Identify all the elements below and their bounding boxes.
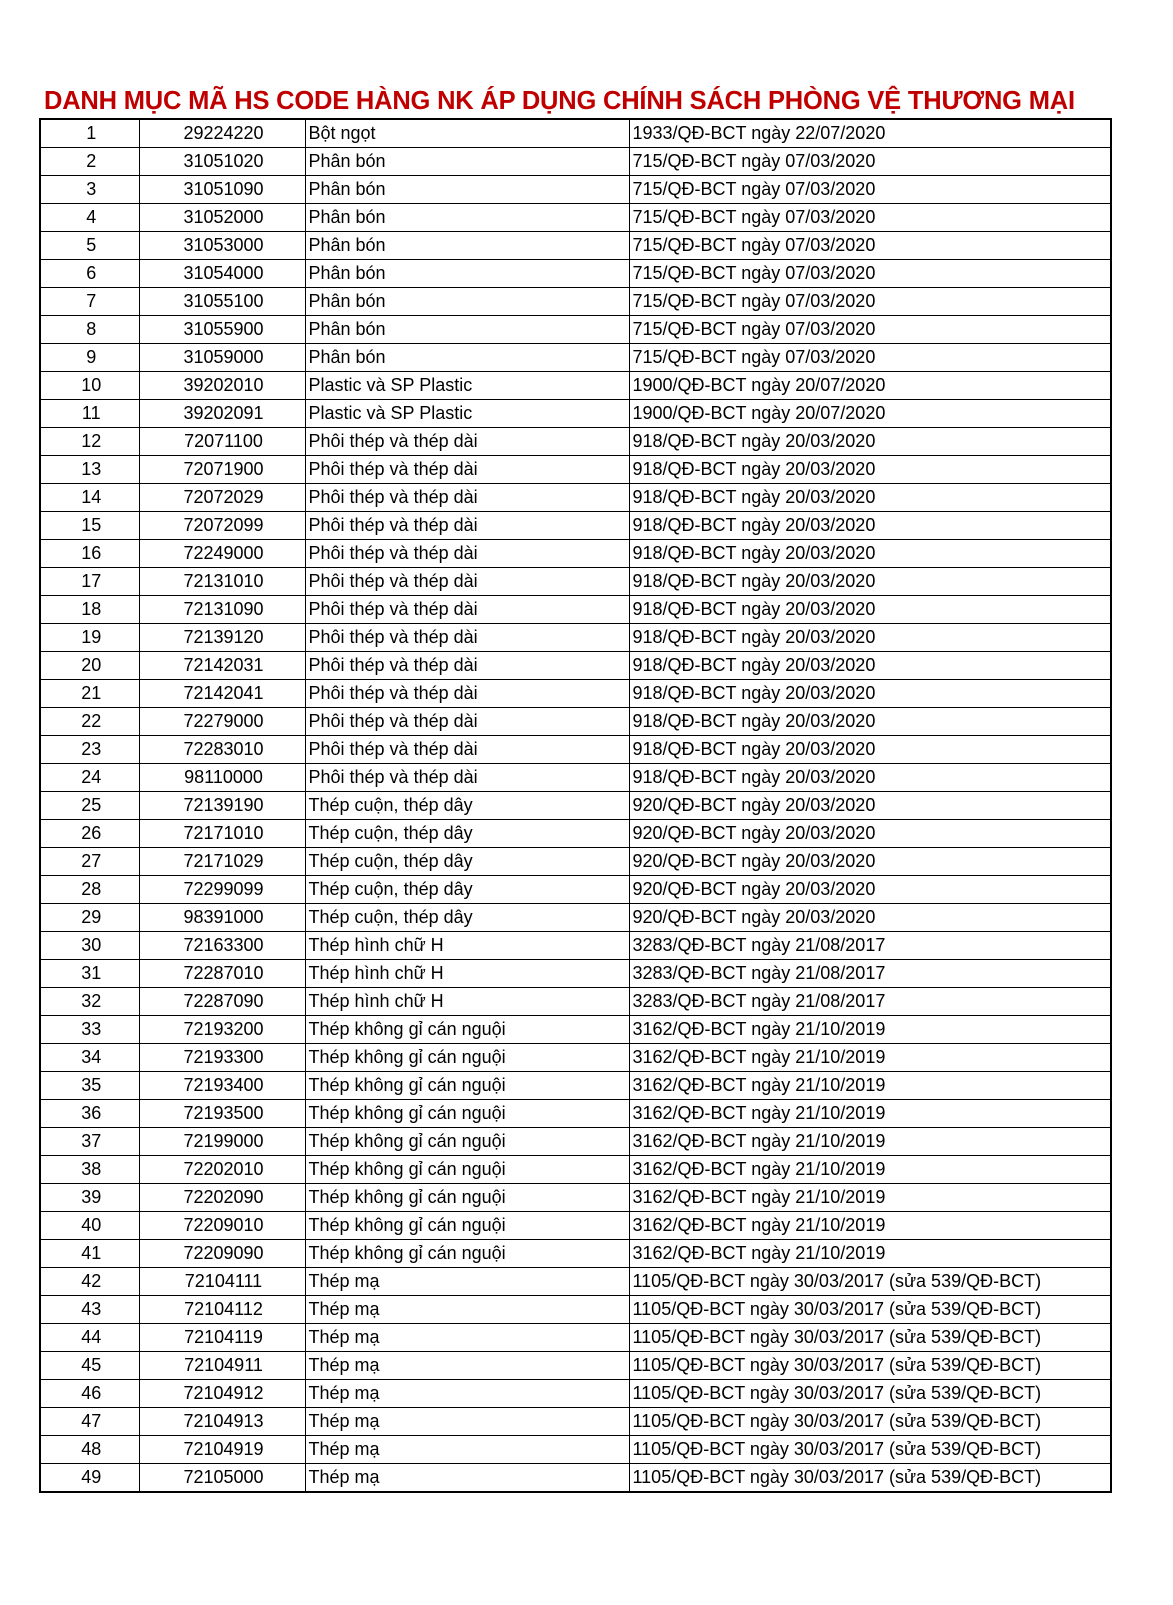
item-name-cell: Phân bón xyxy=(305,316,629,344)
decision-cell: 918/QĐ-BCT ngày 20/03/2020 xyxy=(629,428,1111,456)
item-name-cell: Thép không gỉ cán nguội xyxy=(305,1072,629,1100)
row-number-cell: 8 xyxy=(40,316,139,344)
table-row xyxy=(40,596,1111,624)
hs-code-cell: 31059000 xyxy=(139,344,305,372)
decision-cell: 1105/QĐ-BCT ngày 30/03/2017 (sửa 539/QĐ-BCT) xyxy=(629,1296,1111,1324)
item-name-cell: Thép mạ xyxy=(305,1464,629,1493)
item-name-cell: Thép cuộn, thép dây xyxy=(305,792,629,820)
decision-cell: 1900/QĐ-BCT ngày 20/07/2020 xyxy=(629,400,1111,428)
table-row xyxy=(40,932,1111,960)
hs-code-cell: 72104919 xyxy=(139,1436,305,1464)
decision-cell: 3162/QĐ-BCT ngày 21/10/2019 xyxy=(629,1072,1111,1100)
hs-code-cell: 72142041 xyxy=(139,680,305,708)
row-number-cell: 40 xyxy=(40,1212,139,1240)
decision-cell: 920/QĐ-BCT ngày 20/03/2020 xyxy=(629,904,1111,932)
table-row xyxy=(40,232,1111,260)
row-number-cell: 9 xyxy=(40,344,139,372)
hs-code-cell: 72104912 xyxy=(139,1380,305,1408)
hs-code-cell: 72071900 xyxy=(139,456,305,484)
hs-code-cell: 72104119 xyxy=(139,1324,305,1352)
hs-code-cell: 72202010 xyxy=(139,1156,305,1184)
row-number-cell: 15 xyxy=(40,512,139,540)
table-row xyxy=(40,1296,1111,1324)
hs-code-cell: 29224220 xyxy=(139,119,305,148)
hs-code-cell: 72299099 xyxy=(139,876,305,904)
item-name-cell: Thép mạ xyxy=(305,1436,629,1464)
row-number-cell: 17 xyxy=(40,568,139,596)
table-row xyxy=(40,148,1111,176)
hs-code-cell: 72104913 xyxy=(139,1408,305,1436)
row-number-cell: 18 xyxy=(40,596,139,624)
hs-code-cell: 72072029 xyxy=(139,484,305,512)
item-name-cell: Phôi thép và thép dài xyxy=(305,624,629,652)
table-row xyxy=(40,820,1111,848)
row-number-cell: 25 xyxy=(40,792,139,820)
decision-cell: 1933/QĐ-BCT ngày 22/07/2020 xyxy=(629,119,1111,148)
item-name-cell: Thép hình chữ H xyxy=(305,960,629,988)
hs-code-cell: 31051020 xyxy=(139,148,305,176)
item-name-cell: Thép không gỉ cán nguội xyxy=(305,1240,629,1268)
row-number-cell: 30 xyxy=(40,932,139,960)
hs-code-cell: 72104111 xyxy=(139,1268,305,1296)
decision-cell: 920/QĐ-BCT ngày 20/03/2020 xyxy=(629,820,1111,848)
table-row xyxy=(40,736,1111,764)
table-row xyxy=(40,764,1111,792)
item-name-cell: Plastic và SP Plastic xyxy=(305,400,629,428)
table-row xyxy=(40,1212,1111,1240)
decision-cell: 3162/QĐ-BCT ngày 21/10/2019 xyxy=(629,1044,1111,1072)
hs-code-cell: 72071100 xyxy=(139,428,305,456)
hs-code-cell: 39202010 xyxy=(139,372,305,400)
row-number-cell: 32 xyxy=(40,988,139,1016)
table-row xyxy=(40,904,1111,932)
decision-cell: 715/QĐ-BCT ngày 07/03/2020 xyxy=(629,288,1111,316)
hs-code-cell: 72072099 xyxy=(139,512,305,540)
decision-cell: 715/QĐ-BCT ngày 07/03/2020 xyxy=(629,344,1111,372)
decision-cell: 918/QĐ-BCT ngày 20/03/2020 xyxy=(629,708,1111,736)
item-name-cell: Thép mạ xyxy=(305,1268,629,1296)
item-name-cell: Phôi thép và thép dài xyxy=(305,512,629,540)
decision-cell: 715/QĐ-BCT ngày 07/03/2020 xyxy=(629,204,1111,232)
item-name-cell: Phôi thép và thép dài xyxy=(305,540,629,568)
row-number-cell: 38 xyxy=(40,1156,139,1184)
hs-code-cell: 72209010 xyxy=(139,1212,305,1240)
item-name-cell: Plastic và SP Plastic xyxy=(305,372,629,400)
table-row xyxy=(40,456,1111,484)
decision-cell: 3162/QĐ-BCT ngày 21/10/2019 xyxy=(629,1016,1111,1044)
hs-code-table-body xyxy=(40,119,1111,1492)
item-name-cell: Phân bón xyxy=(305,148,629,176)
decision-cell: 920/QĐ-BCT ngày 20/03/2020 xyxy=(629,876,1111,904)
hs-code-cell: 31053000 xyxy=(139,232,305,260)
page-title: DANH MỤC MÃ HS CODE HÀNG NK ÁP DỤNG CHÍNH SÁCH PHÒNG VỆ THƯƠNG MẠI xyxy=(44,87,1075,115)
hs-code-cell: 72287010 xyxy=(139,960,305,988)
hs-code-cell: 31051090 xyxy=(139,176,305,204)
item-name-cell: Phân bón xyxy=(305,204,629,232)
row-number-cell: 29 xyxy=(40,904,139,932)
item-name-cell: Thép mạ xyxy=(305,1296,629,1324)
table-row xyxy=(40,1352,1111,1380)
row-number-cell: 7 xyxy=(40,288,139,316)
item-name-cell: Phân bón xyxy=(305,260,629,288)
hs-code-cell: 72131090 xyxy=(139,596,305,624)
table-row xyxy=(40,652,1111,680)
row-number-cell: 14 xyxy=(40,484,139,512)
row-number-cell: 47 xyxy=(40,1408,139,1436)
row-number-cell: 12 xyxy=(40,428,139,456)
item-name-cell: Thép cuộn, thép dây xyxy=(305,876,629,904)
item-name-cell: Phân bón xyxy=(305,176,629,204)
row-number-cell: 2 xyxy=(40,148,139,176)
hs-code-cell: 31055900 xyxy=(139,316,305,344)
row-number-cell: 3 xyxy=(40,176,139,204)
table-row xyxy=(40,1156,1111,1184)
decision-cell: 3283/QĐ-BCT ngày 21/08/2017 xyxy=(629,988,1111,1016)
row-number-cell: 48 xyxy=(40,1436,139,1464)
hs-code-cell: 72283010 xyxy=(139,736,305,764)
hs-code-cell: 72163300 xyxy=(139,932,305,960)
table-row xyxy=(40,848,1111,876)
table-row xyxy=(40,484,1111,512)
hs-code-cell: 72193200 xyxy=(139,1016,305,1044)
item-name-cell: Phôi thép và thép dài xyxy=(305,428,629,456)
row-number-cell: 45 xyxy=(40,1352,139,1380)
row-number-cell: 24 xyxy=(40,764,139,792)
row-number-cell: 44 xyxy=(40,1324,139,1352)
item-name-cell: Thép cuộn, thép dây xyxy=(305,820,629,848)
table-row xyxy=(40,1184,1111,1212)
table-row xyxy=(40,316,1111,344)
hs-code-cell: 72105000 xyxy=(139,1464,305,1493)
item-name-cell: Phân bón xyxy=(305,288,629,316)
decision-cell: 918/QĐ-BCT ngày 20/03/2020 xyxy=(629,512,1111,540)
hs-code-cell: 72171029 xyxy=(139,848,305,876)
item-name-cell: Phôi thép và thép dài xyxy=(305,736,629,764)
row-number-cell: 16 xyxy=(40,540,139,568)
decision-cell: 3162/QĐ-BCT ngày 21/10/2019 xyxy=(629,1212,1111,1240)
table-row xyxy=(40,568,1111,596)
hs-code-cell: 72209090 xyxy=(139,1240,305,1268)
item-name-cell: Thép không gỉ cán nguội xyxy=(305,1100,629,1128)
hs-code-cell: 72171010 xyxy=(139,820,305,848)
decision-cell: 918/QĐ-BCT ngày 20/03/2020 xyxy=(629,484,1111,512)
decision-cell: 1105/QĐ-BCT ngày 30/03/2017 (sửa 539/QĐ-BCT) xyxy=(629,1380,1111,1408)
hs-code-cell: 72279000 xyxy=(139,708,305,736)
item-name-cell: Thép mạ xyxy=(305,1352,629,1380)
row-number-cell: 35 xyxy=(40,1072,139,1100)
item-name-cell: Thép không gỉ cán nguội xyxy=(305,1184,629,1212)
item-name-cell: Thép hình chữ H xyxy=(305,988,629,1016)
item-name-cell: Thép cuộn, thép dây xyxy=(305,904,629,932)
hs-code-cell: 72199000 xyxy=(139,1128,305,1156)
hs-code-cell: 72202090 xyxy=(139,1184,305,1212)
row-number-cell: 37 xyxy=(40,1128,139,1156)
item-name-cell: Thép hình chữ H xyxy=(305,932,629,960)
hs-code-cell: 31054000 xyxy=(139,260,305,288)
table-row xyxy=(40,512,1111,540)
decision-cell: 715/QĐ-BCT ngày 07/03/2020 xyxy=(629,176,1111,204)
table-row xyxy=(40,680,1111,708)
table-row xyxy=(40,1268,1111,1296)
hs-code-cell: 72287090 xyxy=(139,988,305,1016)
row-number-cell: 13 xyxy=(40,456,139,484)
decision-cell: 3162/QĐ-BCT ngày 21/10/2019 xyxy=(629,1184,1111,1212)
decision-cell: 918/QĐ-BCT ngày 20/03/2020 xyxy=(629,764,1111,792)
decision-cell: 1105/QĐ-BCT ngày 30/03/2017 (sửa 539/QĐ-BCT) xyxy=(629,1352,1111,1380)
table-row xyxy=(40,428,1111,456)
item-name-cell: Phôi thép và thép dài xyxy=(305,708,629,736)
table-row xyxy=(40,1380,1111,1408)
item-name-cell: Thép mạ xyxy=(305,1324,629,1352)
table-row xyxy=(40,204,1111,232)
row-number-cell: 49 xyxy=(40,1464,139,1493)
row-number-cell: 33 xyxy=(40,1016,139,1044)
table-row xyxy=(40,624,1111,652)
decision-cell: 3162/QĐ-BCT ngày 21/10/2019 xyxy=(629,1156,1111,1184)
item-name-cell: Phôi thép và thép dài xyxy=(305,596,629,624)
row-number-cell: 27 xyxy=(40,848,139,876)
table-row xyxy=(40,960,1111,988)
table-row xyxy=(40,372,1111,400)
item-name-cell: Phôi thép và thép dài xyxy=(305,652,629,680)
item-name-cell: Thép không gỉ cán nguội xyxy=(305,1212,629,1240)
table-row xyxy=(40,1408,1111,1436)
item-name-cell: Thép mạ xyxy=(305,1380,629,1408)
decision-cell: 715/QĐ-BCT ngày 07/03/2020 xyxy=(629,316,1111,344)
table-row xyxy=(40,1128,1111,1156)
row-number-cell: 19 xyxy=(40,624,139,652)
decision-cell: 1105/QĐ-BCT ngày 30/03/2017 (sửa 539/QĐ-BCT) xyxy=(629,1408,1111,1436)
row-number-cell: 10 xyxy=(40,372,139,400)
hs-code-cell: 98391000 xyxy=(139,904,305,932)
row-number-cell: 26 xyxy=(40,820,139,848)
hs-code-cell: 72131010 xyxy=(139,568,305,596)
table-row xyxy=(40,708,1111,736)
row-number-cell: 34 xyxy=(40,1044,139,1072)
decision-cell: 1105/QĐ-BCT ngày 30/03/2017 (sửa 539/QĐ-BCT) xyxy=(629,1436,1111,1464)
row-number-cell: 39 xyxy=(40,1184,139,1212)
row-number-cell: 4 xyxy=(40,204,139,232)
hs-code-cell: 72104112 xyxy=(139,1296,305,1324)
table-row xyxy=(40,540,1111,568)
table-row xyxy=(40,1464,1111,1493)
row-number-cell: 28 xyxy=(40,876,139,904)
decision-cell: 3283/QĐ-BCT ngày 21/08/2017 xyxy=(629,932,1111,960)
hs-code-cell: 31055100 xyxy=(139,288,305,316)
item-name-cell: Thép không gỉ cán nguội xyxy=(305,1044,629,1072)
decision-cell: 1105/QĐ-BCT ngày 30/03/2017 (sửa 539/QĐ-BCT) xyxy=(629,1464,1111,1493)
row-number-cell: 21 xyxy=(40,680,139,708)
decision-cell: 715/QĐ-BCT ngày 07/03/2020 xyxy=(629,260,1111,288)
table-row xyxy=(40,176,1111,204)
row-number-cell: 11 xyxy=(40,400,139,428)
hs-code-cell: 39202091 xyxy=(139,400,305,428)
hs-code-cell: 72193400 xyxy=(139,1072,305,1100)
decision-cell: 1900/QĐ-BCT ngày 20/07/2020 xyxy=(629,372,1111,400)
decision-cell: 1105/QĐ-BCT ngày 30/03/2017 (sửa 539/QĐ-BCT) xyxy=(629,1324,1111,1352)
item-name-cell: Phôi thép và thép dài xyxy=(305,680,629,708)
table-row xyxy=(40,344,1111,372)
table-row xyxy=(40,119,1111,148)
hs-code-cell: 98110000 xyxy=(139,764,305,792)
row-number-cell: 20 xyxy=(40,652,139,680)
table-row xyxy=(40,792,1111,820)
table-row xyxy=(40,400,1111,428)
item-name-cell: Phôi thép và thép dài xyxy=(305,484,629,512)
decision-cell: 918/QĐ-BCT ngày 20/03/2020 xyxy=(629,568,1111,596)
hs-code-cell: 72249000 xyxy=(139,540,305,568)
row-number-cell: 23 xyxy=(40,736,139,764)
item-name-cell: Phôi thép và thép dài xyxy=(305,568,629,596)
decision-cell: 918/QĐ-BCT ngày 20/03/2020 xyxy=(629,624,1111,652)
decision-cell: 1105/QĐ-BCT ngày 30/03/2017 (sửa 539/QĐ-BCT) xyxy=(629,1268,1111,1296)
table-row xyxy=(40,288,1111,316)
item-name-cell: Bột ngọt xyxy=(305,119,629,148)
table-row xyxy=(40,1044,1111,1072)
hs-code-cell: 72193300 xyxy=(139,1044,305,1072)
decision-cell: 918/QĐ-BCT ngày 20/03/2020 xyxy=(629,596,1111,624)
decision-cell: 3162/QĐ-BCT ngày 21/10/2019 xyxy=(629,1128,1111,1156)
decision-cell: 3162/QĐ-BCT ngày 21/10/2019 xyxy=(629,1240,1111,1268)
decision-cell: 3283/QĐ-BCT ngày 21/08/2017 xyxy=(629,960,1111,988)
item-name-cell: Thép mạ xyxy=(305,1408,629,1436)
table-row xyxy=(40,1436,1111,1464)
hs-code-cell: 31052000 xyxy=(139,204,305,232)
table-row xyxy=(40,260,1111,288)
item-name-cell: Phân bón xyxy=(305,232,629,260)
item-name-cell: Thép không gỉ cán nguội xyxy=(305,1016,629,1044)
hs-code-cell: 72139190 xyxy=(139,792,305,820)
item-name-cell: Thép không gỉ cán nguội xyxy=(305,1128,629,1156)
hs-code-cell: 72104911 xyxy=(139,1352,305,1380)
row-number-cell: 36 xyxy=(40,1100,139,1128)
item-name-cell: Thép cuộn, thép dây xyxy=(305,848,629,876)
decision-cell: 715/QĐ-BCT ngày 07/03/2020 xyxy=(629,232,1111,260)
decision-cell: 3162/QĐ-BCT ngày 21/10/2019 xyxy=(629,1100,1111,1128)
row-number-cell: 46 xyxy=(40,1380,139,1408)
item-name-cell: Phân bón xyxy=(305,344,629,372)
table-row xyxy=(40,1324,1111,1352)
row-number-cell: 1 xyxy=(40,119,139,148)
decision-cell: 920/QĐ-BCT ngày 20/03/2020 xyxy=(629,848,1111,876)
decision-cell: 918/QĐ-BCT ngày 20/03/2020 xyxy=(629,736,1111,764)
row-number-cell: 43 xyxy=(40,1296,139,1324)
item-name-cell: Phôi thép và thép dài xyxy=(305,764,629,792)
decision-cell: 918/QĐ-BCT ngày 20/03/2020 xyxy=(629,540,1111,568)
row-number-cell: 5 xyxy=(40,232,139,260)
decision-cell: 918/QĐ-BCT ngày 20/03/2020 xyxy=(629,680,1111,708)
row-number-cell: 41 xyxy=(40,1240,139,1268)
table-row xyxy=(40,1100,1111,1128)
hs-code-table xyxy=(39,118,1112,1493)
row-number-cell: 31 xyxy=(40,960,139,988)
hs-code-cell: 72139120 xyxy=(139,624,305,652)
table-row xyxy=(40,1240,1111,1268)
item-name-cell: Thép không gỉ cán nguội xyxy=(305,1156,629,1184)
row-number-cell: 22 xyxy=(40,708,139,736)
table-row xyxy=(40,988,1111,1016)
decision-cell: 918/QĐ-BCT ngày 20/03/2020 xyxy=(629,456,1111,484)
item-name-cell: Phôi thép và thép dài xyxy=(305,456,629,484)
decision-cell: 918/QĐ-BCT ngày 20/03/2020 xyxy=(629,652,1111,680)
decision-cell: 715/QĐ-BCT ngày 07/03/2020 xyxy=(629,148,1111,176)
row-number-cell: 42 xyxy=(40,1268,139,1296)
table-row xyxy=(40,876,1111,904)
decision-cell: 920/QĐ-BCT ngày 20/03/2020 xyxy=(629,792,1111,820)
hs-code-cell: 72142031 xyxy=(139,652,305,680)
hs-code-cell: 72193500 xyxy=(139,1100,305,1128)
table-row xyxy=(40,1072,1111,1100)
row-number-cell: 6 xyxy=(40,260,139,288)
table-row xyxy=(40,1016,1111,1044)
